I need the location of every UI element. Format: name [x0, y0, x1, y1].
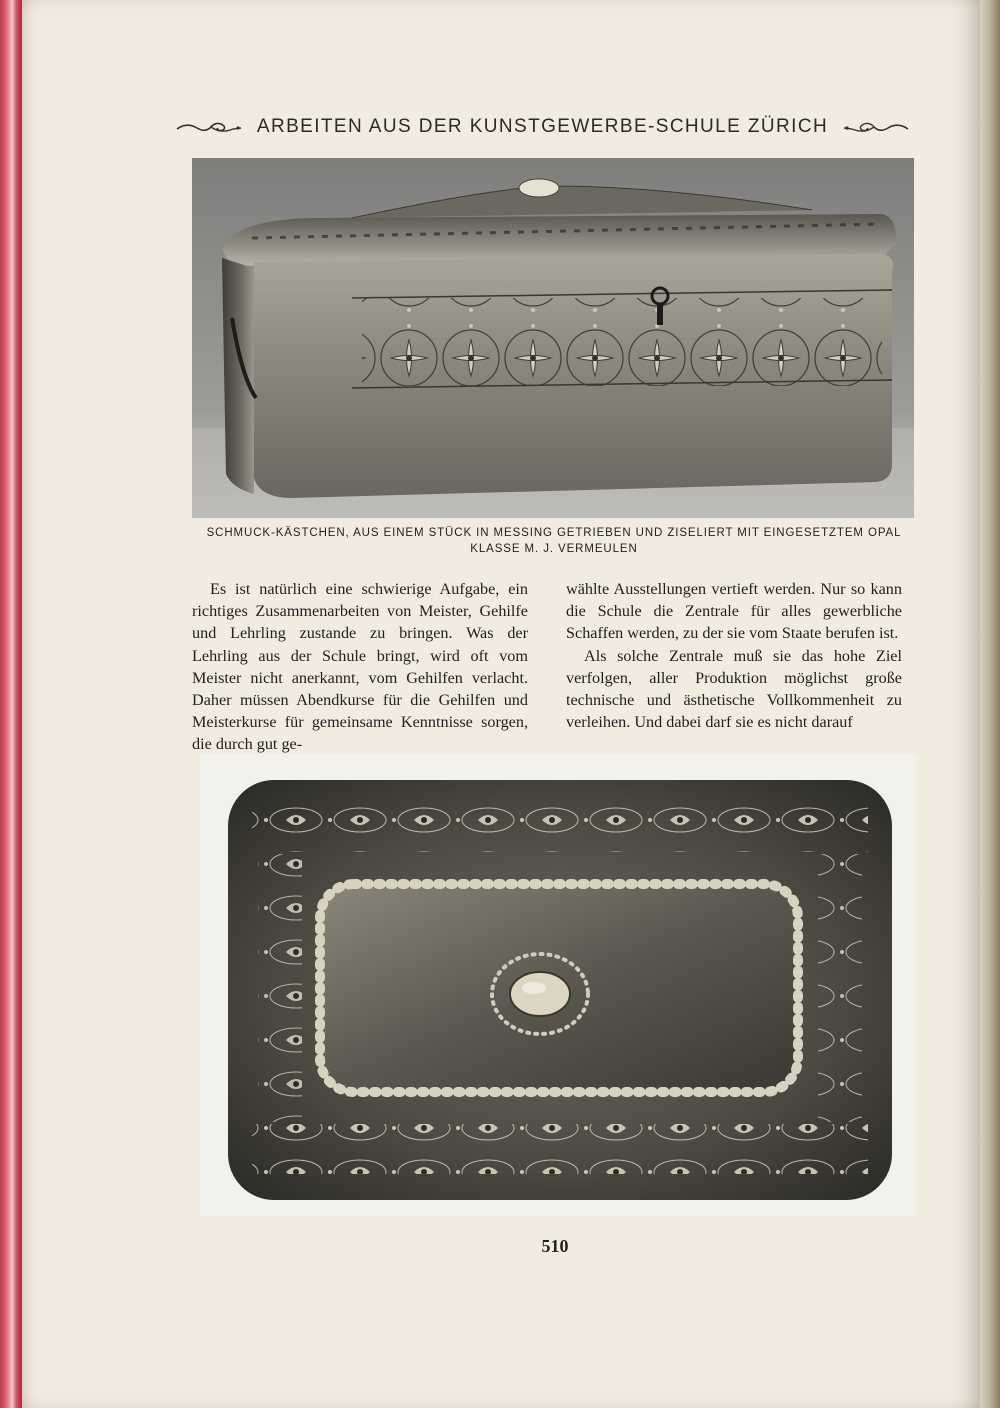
figure-caption: [190, 525, 918, 557]
running-head-title: ARBEITEN AUS DER KUNSTGEWERBE-SCHULE ZÜRICH: [256, 116, 829, 137]
page-number: 510: [541, 1236, 569, 1256]
photo-jewel-box-side-view: [192, 158, 914, 518]
paragraph: Es ist natürlich eine schwierige Aufgabe, ein richtiges Zusammenarbeiten von Meister, Gehilfe und Lehrling zustande zu bringen. Was der Lehrling aus der Schule bringt, wird oft vom Meister nicht anerkannt, vom Gehilfen verlacht. Daher müssen Abendkurse für die Gehilfen und Meisterkurse für gemeinsame Kenntnisse sorgen, die durch gut ge-: [192, 580, 528, 754]
book-binding-edge: [0, 0, 22, 1408]
text-column-left: [192, 578, 528, 756]
text-column-right: [566, 578, 902, 733]
photo-jewel-box-top-view: [200, 754, 916, 1216]
paragraph: Als solche Zentrale muß sie das hohe Ziel verfolgen, aller Produktion möglichst große technische und ästhetische Vollkommenheit zu verleihen. Und dabei darf sie es nicht darauf: [566, 646, 902, 732]
paragraph: wählte Ausstellungen vertieft werden. Nur so kann die Schule die Zentrale für alles gewerbliche Schaffen werden, zu der sie vom Staate berufen ist.: [566, 580, 902, 643]
caption-line-2: KLASSE M. J. VERMEULEN: [470, 543, 638, 555]
scroll-ornament-left-icon: [175, 118, 243, 136]
page-stack-edge: [980, 0, 1000, 1408]
caption-line-1: SCHMUCK-KÄSTCHEN, AUS EINEM STÜCK IN MESSING GETRIEBEN UND ZISELIERT MIT EINGESETZTEM OPAL: [206, 527, 902, 539]
running-head: [170, 112, 915, 142]
scroll-ornament-right-icon: [842, 118, 910, 136]
